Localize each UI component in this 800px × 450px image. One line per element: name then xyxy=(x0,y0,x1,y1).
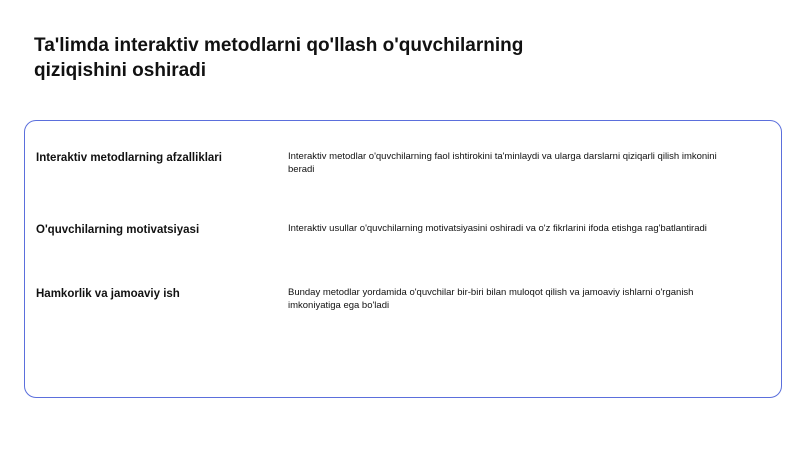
row-heading: Interaktiv metodlarning afzalliklari xyxy=(36,152,222,164)
row-description: Interaktiv metodlar o'quvchilarning faol ishtirokini ta'minlaydi va ularga darslarni qiziqarli qilish imkonini beradi xyxy=(288,151,717,175)
content-card xyxy=(24,120,782,398)
slide-title: Ta'limda interaktiv metodlarni qo'llash o'quvchilarning qiziqishini oshiradi xyxy=(34,35,524,81)
row-heading: Hamkorlik va jamoaviy ish xyxy=(36,288,180,300)
row-description: Bunday metodlar yordamida o'quvchilar bir-biri bilan muloqot qilish va jamoaviy ishlarni o'rganish imkoniyatiga ega bo'ladi xyxy=(288,287,694,311)
row-description: Interaktiv usullar o'quvchilarning motivatsiyasini oshiradi va o'z fikrlarini ifoda etishga rag'batlantiradi xyxy=(288,223,707,234)
row-heading: O'quvchilarning motivatsiyasi xyxy=(36,224,200,236)
